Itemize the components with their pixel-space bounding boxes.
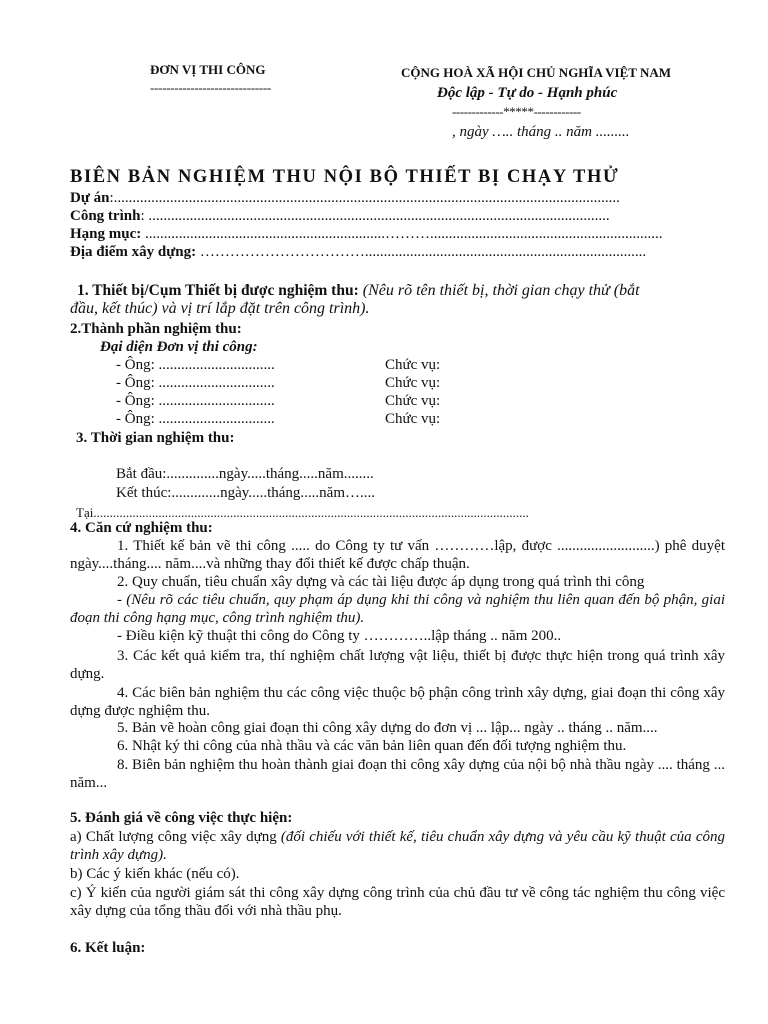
evaluation-c: c) Ý kiến của người giám sát thi công xây dựng công trình của chủ đầu tư về công tác nghiệm thu công việc xây dựng của tổng thầu đối với nhà thầu phụ.: [70, 885, 725, 919]
location-line: Tại......................................................................................................................................: [76, 505, 529, 520]
member-role: Chức vụ:: [385, 393, 441, 409]
basis-item-5: 5. Bản vẽ hoàn công giai đoạn thi công xây dựng do đơn vị ... lập... ngày .. tháng .. năm....: [117, 720, 658, 736]
basis-item-6: 6. Nhật ký thi công của nhà thầu và các văn bản liên quan đến đối tượng nghiệm thu.: [117, 738, 627, 754]
section-6-label: 6. Kết luận:: [70, 940, 146, 956]
basis-item-1: 1. Thiết kế bản vẽ thi công ..... do Công ty tư vấn …………lập, được ..........................) phê duyệt ngày....tháng.... năm....và những thay đổi thiết kế được chấp thuận.: [70, 538, 725, 572]
basis-item-2: 2. Quy chuẩn, tiêu chuẩn xây dựng và các tài liệu được áp dụng trong quá trình thi công: [117, 574, 645, 590]
contractor-unit: ĐƠN VỊ THI CÔNG: [150, 62, 266, 77]
member-name: - Ông: ...............................: [116, 393, 275, 409]
representative-label: Đại diện Đơn vị thi công:: [100, 339, 258, 355]
member-role: Chức vụ:: [385, 411, 441, 427]
field-hang-muc: [70, 226, 663, 243]
field-dia-diem: [70, 244, 646, 261]
evaluation-a: [70, 829, 725, 864]
section-1-line1: [77, 282, 640, 300]
section-1-note: (Nêu rõ tên thiết bị, thời gian chạy thử (bắt: [358, 282, 640, 299]
member-name: - Ông: ...............................: [116, 411, 275, 427]
document-title: BIÊN BẢN NGHIỆM THU NỘI BỘ THIẾT BỊ CHẠY THỬ: [70, 167, 620, 187]
member-name: - Ông: ...............................: [116, 357, 275, 373]
contractor-unit-rule: ------------------------------: [150, 80, 271, 95]
basis-item-4: 4. Các biên bản nghiệm thu các công việc thuộc bộ phận công trình xây dựng, giai đoạn thi công xây dựng được nghiệm thu.: [70, 685, 725, 719]
field-value: : ...........................................................................................................................: [140, 208, 610, 224]
member-name: - Ông: ...............................: [116, 375, 275, 391]
evaluation-b: b) Các ý kiến khác (nếu có).: [70, 866, 240, 882]
nation-motto: Độc lập - Tự do - Hạnh phúc: [437, 85, 618, 101]
field-value: :.......................................................................................................................................: [109, 190, 620, 206]
nation-title: CỘNG HOÀ XÃ HỘI CHỦ NGHĨA VIỆT NAM: [401, 65, 672, 80]
field-label: Địa điểm xây dựng:: [70, 244, 197, 260]
date-line: , ngày ….. tháng .. năm .........: [452, 124, 630, 140]
field-label: Hạng mục:: [70, 226, 142, 242]
field-value: ................................................................………..............................................................: [141, 226, 663, 242]
field-value: ……………………………...........................................................................: [196, 244, 647, 260]
member-role: Chức vụ:: [385, 357, 441, 373]
field-label: Dự án: [70, 190, 110, 206]
section-4-label: 4. Căn cứ nghiệm thu:: [70, 520, 213, 536]
member-role: Chức vụ:: [385, 375, 441, 391]
evaluation-a-note: (đối chiếu với thiết kế, tiêu chuẩn xây dựng và yêu cầu kỹ thuật của công trình xây dựng).: [70, 829, 726, 863]
section-2-label: 2.Thành phần nghiệm thu:: [70, 321, 242, 337]
section-5-label: 5. Đánh giá về công việc thực hiện:: [70, 810, 293, 826]
evaluation-a-text: a) Chất lượng công việc xây dựng: [70, 829, 277, 845]
basis-item-8: 8. Biên bản nghiệm thu hoàn thành giai đoạn thi công xây dựng của nội bộ nhà thầu ngày .... tháng ... năm...: [70, 757, 725, 791]
end-time: Kết thúc:.............ngày.....tháng.....năm…....: [116, 485, 375, 501]
section-1-label: 1. Thiết bị/Cụm Thiết bị được nghiệm thu:: [77, 282, 359, 299]
field-label: Công trình: [70, 208, 141, 224]
basis-item-2-condition: - Điều kiện kỹ thuật thi công do Công ty …………..lập tháng .. năm 200..: [117, 628, 562, 644]
section-1-note-line2: đầu, kết thúc) và vị trí lắp đặt trên công trình).: [70, 300, 370, 317]
basis-item-2-note: - (Nêu rõ các tiêu chuẩn, quy phạm áp dụng khi thi công và nghiệm thu liên quan đến bộ phận, giai đoạn thi công hạng mục, công trình nghiệm thu).: [70, 592, 725, 626]
field-du-an: [70, 190, 620, 207]
section-3-label: 3. Thời gian nghiệm thu:: [76, 430, 235, 446]
motto-rule: -------------*****------------: [452, 104, 581, 119]
basis-item-3: 3. Các kết quả kiểm tra, thí nghiệm chất lượng vật liệu, thiết bị được thực hiện trong quá trình xây dựng.: [70, 648, 725, 682]
start-time: Bắt đầu:..............ngày.....tháng.....năm........: [116, 466, 374, 482]
field-cong-trinh: [70, 208, 610, 225]
